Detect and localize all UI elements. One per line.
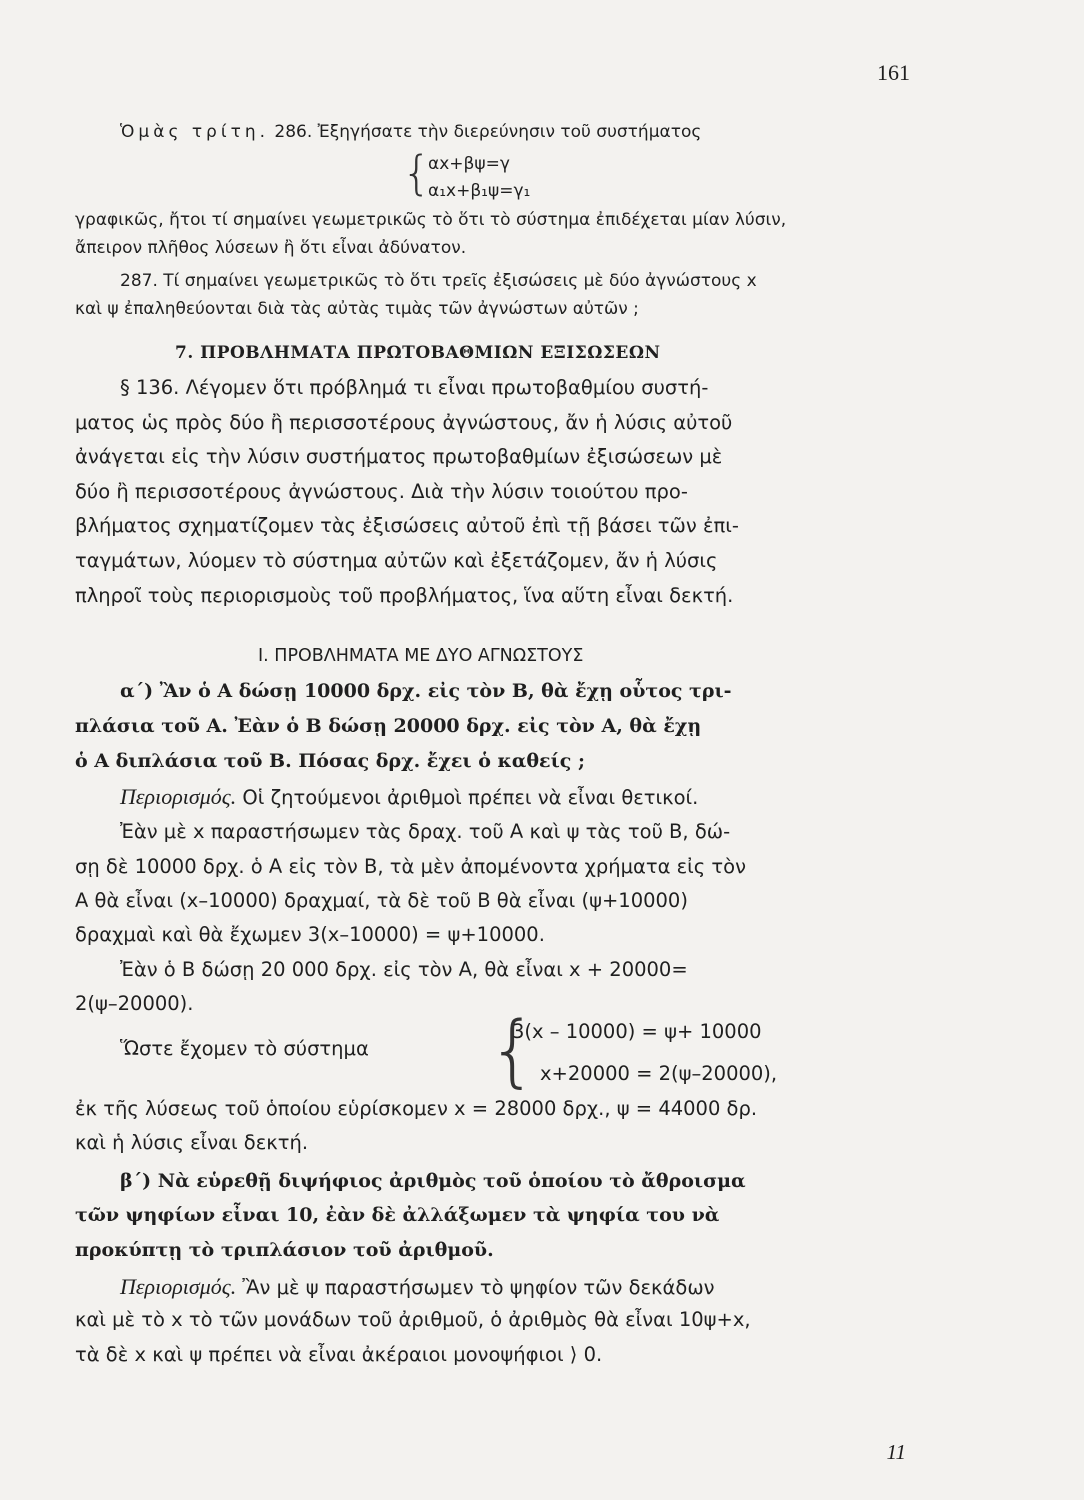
exercise-286-cont-2: ἄπειρον πλῆθος λύσεων ἢ ὅτι εἶναι ἀδύνατον. bbox=[75, 238, 467, 258]
solution-a-end-1: ἐκ τῆς λύσεως τοῦ ὁποίου εὑρίσκομεν x = 28000 δρχ., ψ = 44000 δρ. bbox=[75, 1097, 758, 1120]
exercise-286-cont-1: γραφικῶς, ἤτοι τί σημαίνει γεωμετρικῶς τὸ ὅτι τὸ σύστημα ἐπιδέχεται μίαν λύσιν, bbox=[75, 210, 787, 230]
system-brace: { bbox=[402, 146, 432, 200]
solution-a-line-5: Ἐὰν ὁ Β δώσῃ 20 000 δρχ. εἰς τὸν Α, θὰ εἶναι x + 20000= bbox=[120, 958, 688, 981]
restriction-b bbox=[120, 1274, 715, 1300]
para-136-line-2: ματος ὡς πρὸς δύο ἢ περισσοτέρους ἀγνώστους, ἄν ἡ λύσις αὐτοῦ bbox=[75, 411, 733, 434]
exercise-286 bbox=[120, 122, 701, 142]
section-title: 7. ΠΡΟΒΛΗΜΑΤΑ ΠΡΩΤΟΒΑΘΜΙΩΝ ΕΞΙΣΩΣΕΩΝ bbox=[175, 343, 661, 363]
para-136-line-5: βλήματος σχηματίζομεν τὰς ἐξισώσεις αὐτοῦ ἐπὶ τῇ βάσει τῶν ἐπι- bbox=[75, 514, 739, 537]
problem-a-line-1: α΄) Ἂν ὁ Α δώσῃ 10000 δρχ. εἰς τὸν Β, θὰ ἔχῃ οὗτος τρι- bbox=[120, 680, 732, 702]
exercise-287-line-2: καὶ ψ ἐπαληθεύονται διὰ τὰς αὐτὰς τιμὰς τῶν ἀγνώστων αὐτῶν ; bbox=[75, 299, 639, 319]
exercise-287-line-1: 287. Τί σημαίνει γεωμετρικῶς τὸ ὅτι τρεῖς ἐξισώσεις μὲ δύο ἀγνώστους x bbox=[120, 271, 757, 291]
solution-a-line-1: Ἐὰν μὲ x παραστήσωμεν τὰς δραχ. τοῦ Α καὶ ψ τὰς τοῦ Β, δώ- bbox=[120, 820, 731, 843]
problem-a-line-2: πλάσια τοῦ Α. Ἐὰν ὁ Β δώσῃ 20000 δρχ. εἰς τὸν Α, θὰ ἔχῃ bbox=[75, 715, 702, 737]
para-136-line-3: ἀνάγεται εἰς τὴν λύσιν συστήματος πρωτοβαθμίων ἐξισώσεων μὲ bbox=[75, 445, 723, 468]
para-136-line-6: ταγμάτων, λύομεν τὸ σύστημα αὐτῶν καὶ ἐξετάζομεν, ἄν ἡ λύσις bbox=[75, 549, 718, 572]
solution-a-line-4: δραχμαὶ καὶ θὰ ἔχωμεν 3(x–10000) = ψ+10000. bbox=[75, 923, 545, 946]
group-label: Ὁμὰς τρίτη. bbox=[120, 122, 270, 142]
problem-b-line-2: τῶν ψηφίων εἶναι 10, ἐὰν δὲ ἀλλάξωμεν τὰ ψηφία του νὰ bbox=[75, 1204, 720, 1226]
problem-b-line-3: προκύπτῃ τὸ τριπλάσιον τοῦ ἀριθμοῦ. bbox=[75, 1239, 494, 1261]
restriction-a-label: Περιορισμός. bbox=[120, 784, 237, 809]
restriction-b-line-2: καὶ μὲ τὸ x τὸ τῶν μονάδων τοῦ ἀριθμοῦ, ὁ ἀριθμὸς θὰ εἶναι 10ψ+x, bbox=[75, 1308, 751, 1331]
para-136-line-1: § 136. Λέγομεν ὅτι πρόβλημά τι εἶναι πρωτοβαθμίου συστή- bbox=[120, 376, 709, 399]
system-label: Ὥστε ἔχομεν τὸ σύστημα bbox=[120, 1037, 369, 1060]
exercise-286-text: 286. Ἐξηγήσατε τὴν διερεύνησιν τοῦ συστήματος bbox=[274, 122, 702, 142]
signature-mark: 11 bbox=[886, 1440, 906, 1464]
restriction-b-label: Περιορισμός. bbox=[120, 1274, 237, 1299]
restriction-a bbox=[120, 784, 698, 810]
restriction-b-text: Ἂν μὲ ψ παραστήσωμεν τὸ ψηφίον τῶν δεκάδων bbox=[236, 1276, 715, 1299]
solution-a-line-2: σῃ δὲ 10000 δρχ. ὁ Α εἰς τὸν Β, τὰ μὲν ἀπομένοντα χρήματα εἰς τὸν bbox=[75, 855, 746, 878]
system-eq-1: 3(x – 10000) = ψ+ 10000 bbox=[512, 1020, 762, 1043]
solution-a-end-2: καὶ ἡ λύσις εἶναι δεκτή. bbox=[75, 1131, 309, 1154]
restriction-b-line-3: τὰ δὲ x καὶ ψ πρέπει νὰ εἶναι ἀκέραιοι μονοψήφιοι ⟩ 0. bbox=[75, 1343, 603, 1366]
system-brace-2: { bbox=[488, 1006, 538, 1096]
system-equation-2: α₁x+β₁ψ=γ₁ bbox=[428, 181, 531, 201]
page-number: 161 bbox=[877, 60, 910, 85]
subsection-title: I. ΠΡΟΒΛΗΜΑΤΑ ΜΕ ΔΥΟ ΑΓΝΩΣΤΟΥΣ bbox=[258, 646, 584, 666]
system-eq-2: x+20000 = 2(ψ–20000), bbox=[540, 1062, 778, 1085]
system-equation-1: αx+βψ=γ bbox=[428, 154, 510, 174]
problem-a-line-3: ὁ Α διπλάσια τοῦ Β. Πόσας δρχ. ἔχει ὁ καθείς ; bbox=[75, 750, 585, 772]
solution-a-line-6: 2(ψ–20000). bbox=[75, 992, 194, 1015]
solution-a-line-3: Α θὰ εἶναι (x–10000) δραχμαί, τὰ δὲ τοῦ Β θὰ εἶναι (ψ+10000) bbox=[75, 889, 688, 912]
para-136-line-7: πληροῖ τοὺς περιορισμοὺς τοῦ προβλήματος, ἵνα αὕτη εἶναι δεκτή. bbox=[75, 584, 734, 607]
para-136-line-4: δύο ἢ περισσοτέρους ἀγνώστους. Διὰ τὴν λύσιν τοιούτου προ- bbox=[75, 480, 688, 503]
problem-b-line-1: β΄) Νὰ εὑρεθῇ διψήφιος ἀριθμὸς τοῦ ὁποίου τὸ ἄθροισμα bbox=[120, 1170, 746, 1192]
restriction-a-text: Οἱ ζητούμενοι ἀριθμοὶ πρέπει νὰ εἶναι θετικοί. bbox=[236, 786, 699, 809]
